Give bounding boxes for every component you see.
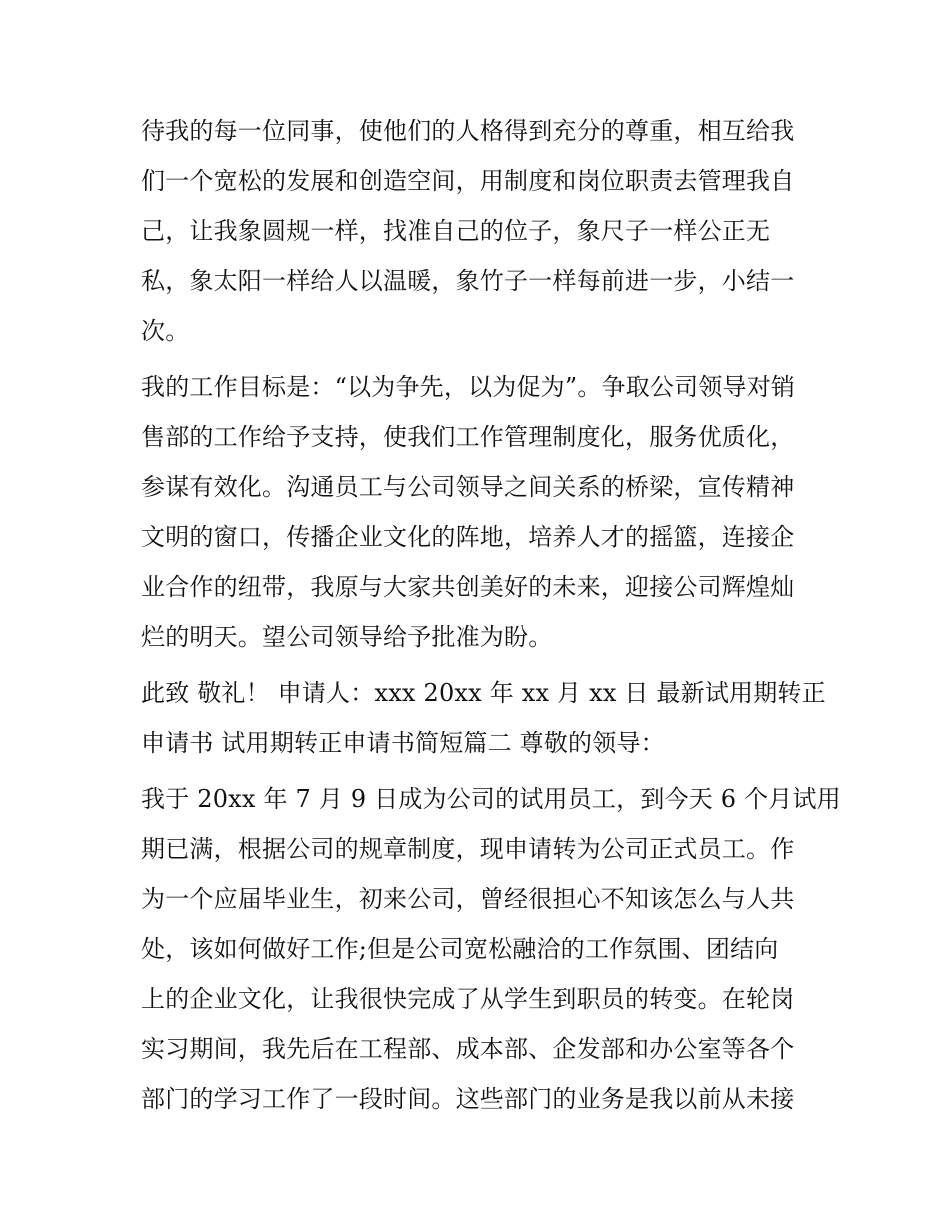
paragraph	[141, 362, 821, 662]
paragraph	[141, 106, 821, 356]
text-line: 己，让我象圆规一样，找准自己的位子，象尺子一样公正无	[141, 217, 771, 245]
text-line: 待我的每一位同事，使他们的人格得到充分的尊重，相互给我	[141, 117, 795, 145]
text-line: 售部的工作给予支持，使我们工作管理制度化，服务优质化，	[141, 423, 795, 451]
text-line: 申请书 试用期转正申请书简短篇二 尊敬的领导：	[141, 729, 665, 757]
text-line: 参谋有效化。沟通员工与公司领导之间关系的桥梁，宣传精神	[141, 473, 795, 501]
text-line: 私，象太阳一样给人以温暖，象竹子一样每前进一步，小结一	[141, 267, 795, 295]
paragraph	[141, 668, 826, 768]
text-line: 我于 20xx 年 7 月 9 日成为公司的试用员工，到今天 6 个月试用	[141, 785, 841, 813]
text-line: 此致 敬礼！ 申请人：xxx 20xx 年 xx 月 xx 日 最新试用期转正	[141, 679, 826, 707]
text-line: 部门的学习工作了一段时间。这些部门的业务是我以前从未接	[141, 1085, 795, 1113]
text-line: 业合作的纽带，我原与大家共创美好的未来，迎接公司辉煌灿	[141, 573, 795, 601]
text-line: 我的工作目标是：“以为争先，以为促为”。争取公司领导对销	[141, 373, 796, 401]
document-body	[141, 106, 841, 1124]
text-line: 们一个宽松的发展和创造空间，用制度和岗位职责去管理我自	[141, 167, 795, 195]
text-line: 期已满，根据公司的规章制度，现申请转为公司正式员工。作	[141, 835, 795, 863]
text-line: 文明的窗口，传播企业文化的阵地，培养人才的摇篮，连接企	[141, 523, 795, 551]
text-line: 实习期间，我先后在工程部、成本部、企发部和办公室等各个	[141, 1035, 795, 1063]
text-line: 处，该如何做好工作;但是公司宽松融洽的工作氛围、团结向	[141, 935, 779, 963]
text-line: 烂的明天。望公司领导给予批准为盼。	[141, 623, 553, 651]
text-line: 为一个应届毕业生，初来公司，曾经很担心不知该怎么与人共	[141, 885, 795, 913]
text-line: 次。	[141, 317, 190, 345]
text-line: 上的企业文化，让我很快完成了从学生到职员的转变。在轮岗	[141, 985, 795, 1013]
paragraph	[141, 774, 841, 1124]
